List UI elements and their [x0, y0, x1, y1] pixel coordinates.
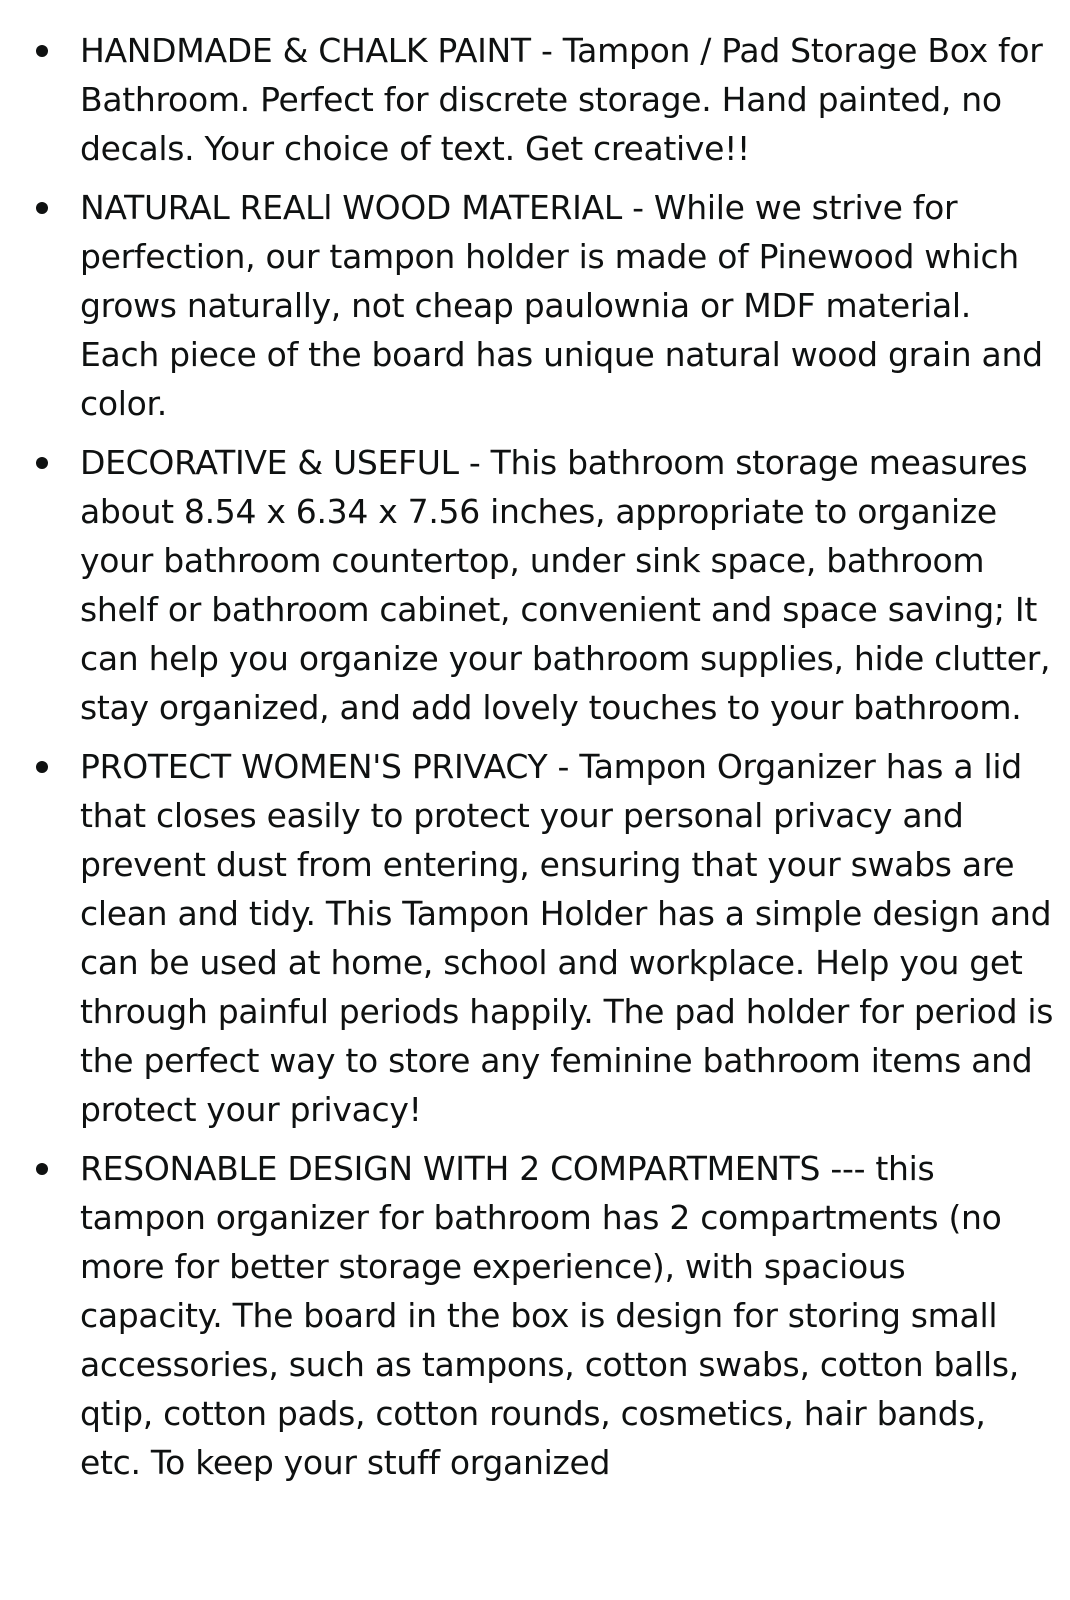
feature-bullet-text: PROTECT WOMEN'S PRIVACY - Tampon Organizer has a lid that closes easily to protect your personal privacy and prevent dust from entering, ensuring that your swabs are clean and tidy. This Tampon Holder has a simple design and can be used at home, school and workplace. Help you get through painful periods happily. The pad holder for period is the perfect way to store any feminine bathroom items and protect your privacy!: [80, 747, 1054, 1129]
bullet-dot-icon: [36, 202, 48, 214]
feature-bullet-privacy: [0, 742, 1070, 1134]
bullet-dot-icon: [36, 1163, 48, 1175]
bullet-dot-icon: [36, 457, 48, 469]
feature-bullet-decorative: [0, 438, 1070, 732]
product-details: [0, 26, 1070, 1497]
feature-bullet-text: NATURAL REALl WOOD MATERIAL - While we strive for perfection, our tampon holder is made of Pinewood which grows naturally, not cheap paulownia or MDF material. Each piece of the board has unique natural wood grain and color.: [80, 188, 1043, 423]
feature-bullet-text: HANDMADE & CHALK PAINT - Tampon / Pad Storage Box for Bathroom. Perfect for discrete storage. Hand painted, no decals. Your choice of text. Get creative!!: [80, 31, 1043, 168]
feature-bullet-text: DECORATIVE & USEFUL - This bathroom storage measures about 8.54 x 6.34 x 7.56 inches, appropriate to organize your bathroom countertop, under sink space, bathroom shelf or bathroom cabinet, convenient and space saving; It can help you organize your bathroom supplies, hide clutter, stay organized, and add lovely touches to your bathroom.: [80, 443, 1051, 727]
feature-bullet-text: RESONABLE DESIGN WITH 2 COMPARTMENTS --- this tampon organizer for bathroom has 2 compartments (no more for better storage experience), with spacious capacity. The board in the box is design for storing small accessories, such as tampons, cotton swabs, cotton balls, qtip, cotton pads, cotton rounds, cosmetics, hair bands, etc. To keep your stuff organized: [80, 1149, 1019, 1482]
feature-bullet-compartments: [0, 1144, 1070, 1487]
feature-bullet-handmade: [0, 26, 1070, 173]
bullet-dot-icon: [36, 45, 48, 57]
feature-bullet-list: [0, 26, 1070, 1487]
feature-bullet-material: [0, 183, 1070, 428]
bullet-dot-icon: [36, 761, 48, 773]
